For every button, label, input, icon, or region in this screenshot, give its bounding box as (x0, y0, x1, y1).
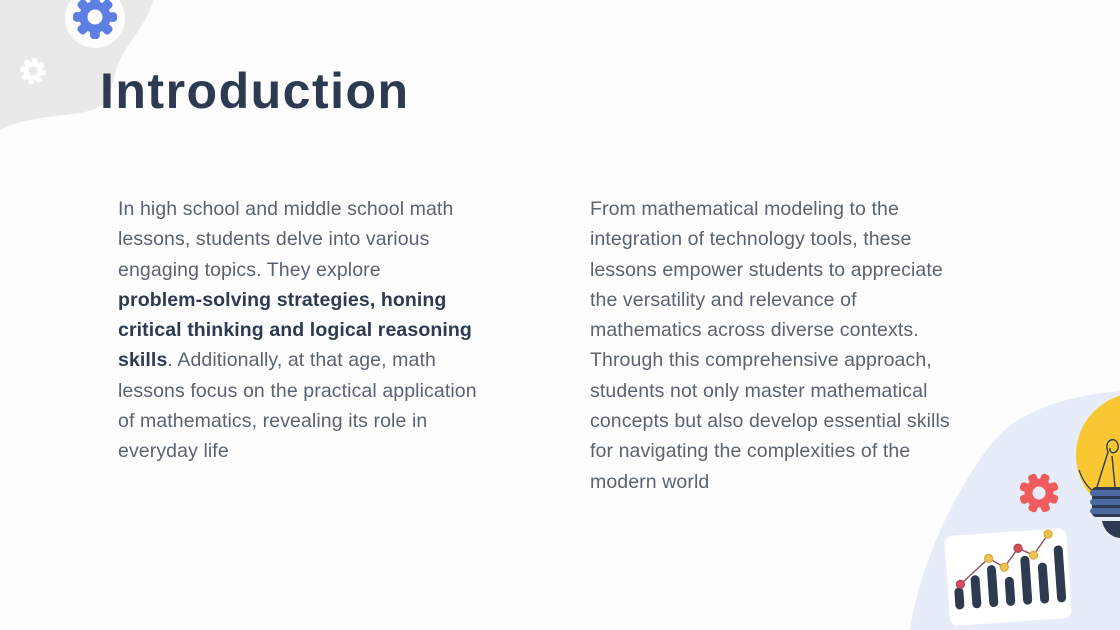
text-line: engaging topics. They explore (118, 258, 381, 281)
text-line: Through this comprehensive approach, (590, 349, 932, 372)
text-line: for navigating the complexities of the (590, 440, 911, 463)
text-line: concepts but also develop essential skills (590, 410, 950, 433)
growth-chart-illustration (944, 528, 1072, 626)
text-line: integration of technology tools, these (590, 228, 912, 251)
slide-title: Introduction (100, 63, 410, 119)
text-line: of mathematics, revealing its role in (118, 410, 428, 433)
text-line: lessons empower students to appreciate (590, 258, 943, 281)
text-line: mathematics across diverse contexts. (590, 319, 919, 342)
text-line: problem-solving strategies, honing (118, 288, 447, 311)
text-line: lessons, students delve into various (118, 228, 430, 251)
text-line: the versatility and relevance of (590, 288, 857, 311)
text-line: From mathematical modeling to the (590, 198, 899, 220)
text-line: students not only master mathematical (590, 379, 928, 402)
body-column-right (590, 194, 1050, 497)
body-column-left (118, 194, 588, 467)
text-line: everyday life (118, 440, 229, 463)
text-line: skills. Additionally, at that age, math (118, 349, 436, 372)
text-line: modern world (590, 470, 710, 493)
text-line: lessons focus on the practical application (118, 379, 477, 402)
text-line: critical thinking and logical reasoning (118, 319, 472, 342)
text-line: In high school and middle school math (118, 198, 454, 220)
